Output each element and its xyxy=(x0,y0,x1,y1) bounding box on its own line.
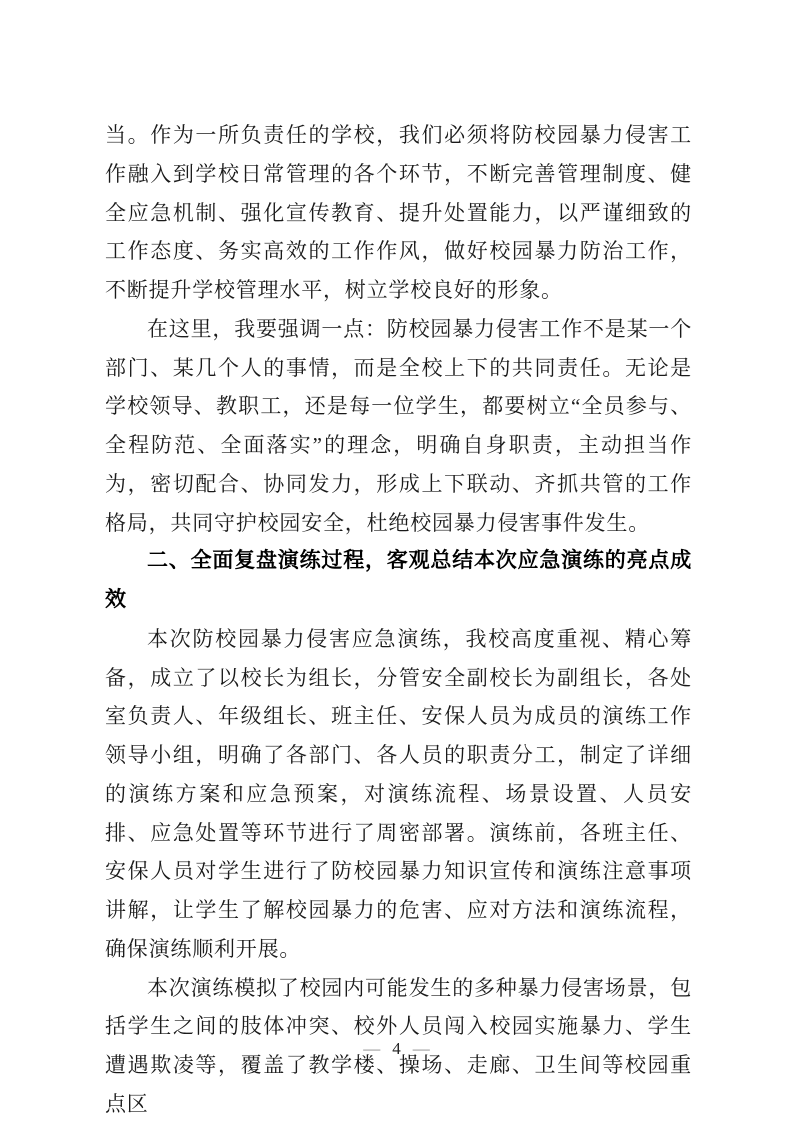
section-heading-2: 二、全面复盘演练过程，客观总结本次应急演练的亮点成效 xyxy=(105,549,692,611)
page-number-dash-left: — xyxy=(363,1039,381,1058)
paragraph-drill-preparation: 本次防校园暴力侵害应急演练，我校高度重视、精心筹备，成立了以校长为组长，分管安全副校长为副组长，各处室负责人、年级组长、班主任、安保人员为成员的演练工作领导小组，明确了各部门、各人员的职责分工，制定了详细的演练方案和应急预案，对演练流程、场景设置、人员安排、应急处置等环节进行了周密部署。演练前，各班主任、安保人员对学生进行了防校园暴力知识宣传和演练注意事项讲解，让学生了解校园暴力的危害、应对方法和演练流程，确保演练顺利开展。 xyxy=(105,626,692,961)
paragraph-emphasis-responsibility: 在这里，我要强调一点：防校园暴力侵害工作不是某一个部门、某几个人的事情，而是全校上下的共同责任。无论是学校领导、教职工，还是每一位学生，都要树立“全员参与、全程防范、全面落实”的理念，明确自身职责，主动担当作为，密切配合、协同发力，形成上下联动、齐抓共管的工作格局，共同守护校园安全，杜绝校园暴力侵害事件发生。 xyxy=(105,316,692,535)
paragraph-drill-scenarios: 本次演练模拟了校园内可能发生的多种暴力侵害场景，包括学生之间的肢体冲突、校外人员闯入校园实施暴力、学生遭遇欺凌等，覆盖了教学楼、操场、走廊、卫生间等校园重点区 xyxy=(105,975,692,1116)
page-number-dash-right: — xyxy=(412,1039,430,1058)
page-footer xyxy=(0,1036,793,1062)
paragraph-continuation: 当。作为一所负责任的学校，我们必须将防校园暴力侵害工作融入到学校日常管理的各个环节，不断完善管理制度、健全应急机制、强化宣传教育、提升处置能力，以严谨细致的工作态度、务实高效的工作作风，做好校园暴力防治工作，不断提升学校管理水平，树立学校良好的形象。 xyxy=(105,123,692,302)
page-number: 4 xyxy=(392,1039,401,1058)
document-body xyxy=(105,116,692,1122)
